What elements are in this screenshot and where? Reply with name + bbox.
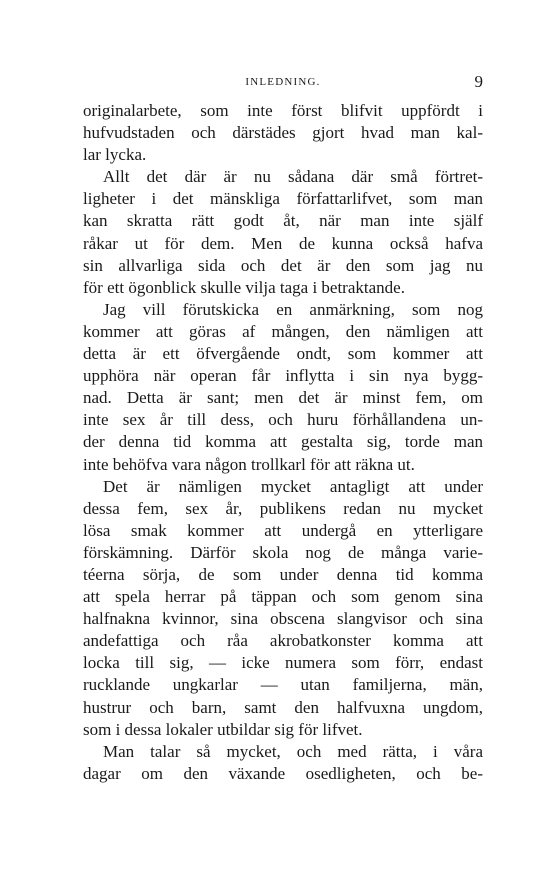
body-text <box>83 100 483 785</box>
text-line: ligheter i det mänskliga författarlifvet, som man <box>83 189 483 209</box>
text-line: inte behöfva vara någon trollkarl för att räkna ut. <box>83 454 415 474</box>
paragraph-first-line: Man talar så mycket, och med rätta, i våra <box>103 741 483 761</box>
text-line: detta är ett öfvergående ondt, som kommer att <box>83 344 483 364</box>
text-line: kommer att göras af mången, den nämligen att <box>83 321 483 341</box>
text-line: kan skratta rätt godt åt, när man inte själf <box>83 211 483 231</box>
text-line: locka till sig, — icke numera som förr, endast <box>83 653 483 673</box>
text-line: nad. Detta är sant; men det är minst fem, om <box>83 388 483 408</box>
running-head <box>83 74 483 92</box>
text-line: för ett ögonblick skulle vilja taga i betraktande. <box>83 277 405 297</box>
text-line: som i dessa lokaler utbildar sig för lifvet. <box>83 719 363 739</box>
text-line: upphöra när operan får inflytta i sin nya bygg- <box>83 366 483 386</box>
text-line: rucklande ungkarlar — utan familjerna, män, <box>83 675 483 695</box>
text-line: der denna tid komma att gestalta sig, torde man <box>83 432 483 452</box>
text-line: inte sex år till dess, och huru förhållandena un- <box>83 410 483 430</box>
text-line: halfnakna kvinnor, sina obscena slangvisor och sina <box>83 609 483 629</box>
text-line: originalarbete, som inte först blifvit uppfördt i <box>83 101 483 120</box>
text-line: lösa smak kommer att undergå en ytterligare <box>83 520 483 540</box>
page-number: 9 <box>474 72 483 91</box>
paragraph-first-line: Jag vill förutskicka en anmärkning, som nog <box>103 299 483 319</box>
text-line: andefattiga och råa akrobatkonster komma att <box>83 631 483 651</box>
running-title: INLEDNING. <box>245 76 321 88</box>
text-line: att spela herrar på täppan och som genom sina <box>83 587 483 607</box>
text-line: förskämning. Därför skola nog de många varie- <box>83 542 483 562</box>
text-line: dessa fem, sex år, publikens redan nu mycket <box>83 498 483 518</box>
text-line: råkar ut för dem. Men de kunna också hafva <box>83 233 483 253</box>
text-line: dagar om den växande osedligheten, och be- <box>83 763 483 783</box>
text-line: hustrur och barn, samt den halfvuxna ungdom, <box>83 697 483 717</box>
text-line: lar lycka. <box>83 145 147 165</box>
text-line: hufvudstaden och därstädes gjort hvad man kal- <box>83 123 483 143</box>
text-line: sin allvarliga sida och det är den som jag nu <box>83 255 483 275</box>
text-line: téerna sörja, de som under denna tid komma <box>83 564 483 584</box>
paragraph-first-line: Allt det där är nu sådana där små förtret- <box>103 167 483 187</box>
paragraph-first-line: Det är nämligen mycket antagligt att under <box>103 476 483 496</box>
